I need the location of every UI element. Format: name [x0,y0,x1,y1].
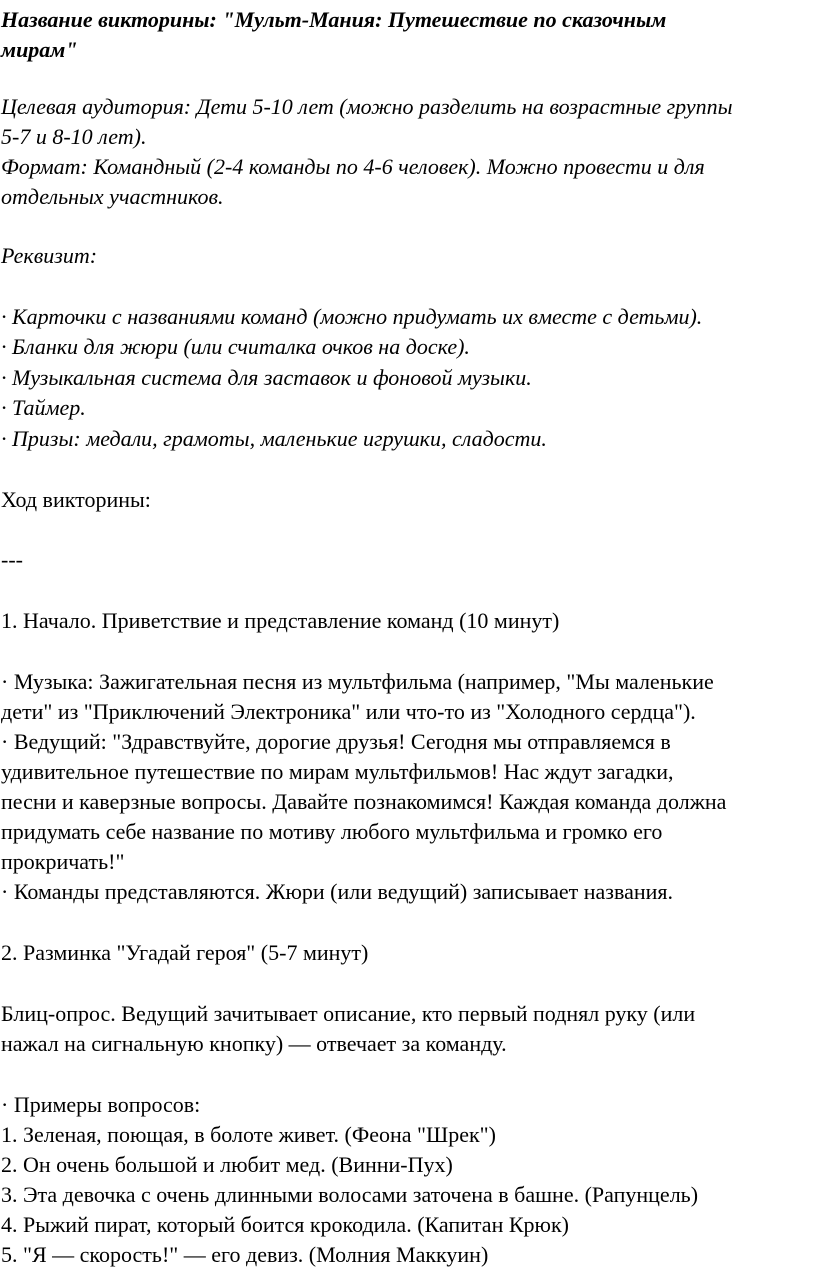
props-item: · Призы: медали, грамоты, маленькие игрушки, сладости. [1,426,547,451]
section-1-line: песни и каверзные вопросы. Давайте познакомимся! Каждая команда должна [1,789,727,814]
quiz-title-line-2: мирам" [1,37,78,62]
section-2-heading: 2. Разминка "Угадай героя" (5-7 минут) [1,940,369,965]
section-1-line: удивительное путешествие по мирам мультфильмов! Нас ждут загадки, [1,759,674,784]
question-item: 2. Он очень большой и любит мед. (Винни-Пух) [1,1152,453,1177]
course-heading: Ход викторины: [1,487,151,512]
section-1-heading: 1. Начало. Приветствие и представление команд (10 минут) [1,608,560,633]
props-heading: Реквизит: [1,243,98,268]
question-item: 3. Эта девочка с очень длинными волосами заточена в башне. (Рапунцель) [1,1182,699,1207]
question-item: 5. "Я — скорость!" — его девиз. (Молния Маккуин) [1,1242,489,1267]
section-1-line: · Музыка: Зажигательная песня из мультфильма (например, "Мы маленькие [1,669,714,694]
props-item: · Карточки с названиями команд (можно придумать их вместе с детьми). [1,304,703,329]
section-1-line: придумать себе название по мотиву любого мультфильма и громко его [1,819,663,844]
quiz-title-line-1: Название викторины: "Мульт-Мания: Путешествие по сказочным [1,7,667,32]
format-line-2: отдельных участников. [1,184,224,209]
audience-line-1: Целевая аудитория: Дети 5-10 лет (можно разделить на возрастные группы [1,94,733,119]
examples-heading: · Примеры вопросов: [1,1092,201,1117]
props-item: · Музыкальная система для заставок и фоновой музыки. [1,365,532,390]
props-item: · Таймер. [1,395,86,420]
section-2-intro-line-1: Блиц-опрос. Ведущий зачитывает описание, кто первый поднял руку (или [1,1001,696,1026]
section-1-line: прокричать!" [1,849,125,874]
section-divider: --- [1,547,23,572]
section-1-line: · Ведущий: "Здравствуйте, дорогие друзья! Сегодня мы отправляемся в [1,729,671,754]
question-item: 4. Рыжий пират, который боится крокодила. (Капитан Крюк) [1,1212,569,1237]
format-line-1: Формат: Командный (2-4 команды по 4-6 человек). Можно провести и для [1,154,705,179]
section-1-line: дети" из "Приключений Электроника" или что-то из "Холодного сердца"). [1,699,696,724]
section-2-intro-line-2: нажал на сигнальную кнопку) — отвечает за команду. [1,1031,507,1056]
props-item: · Бланки для жюри (или считалка очков на доске). [1,334,470,359]
audience-line-2: 5-7 и 8-10 лет). [1,124,147,149]
question-item: 1. Зеленая, поющая, в болоте живет. (Феона "Шрек") [1,1122,496,1147]
section-1-line: · Команды представляются. Жюри (или ведущий) записывает названия. [1,879,673,904]
